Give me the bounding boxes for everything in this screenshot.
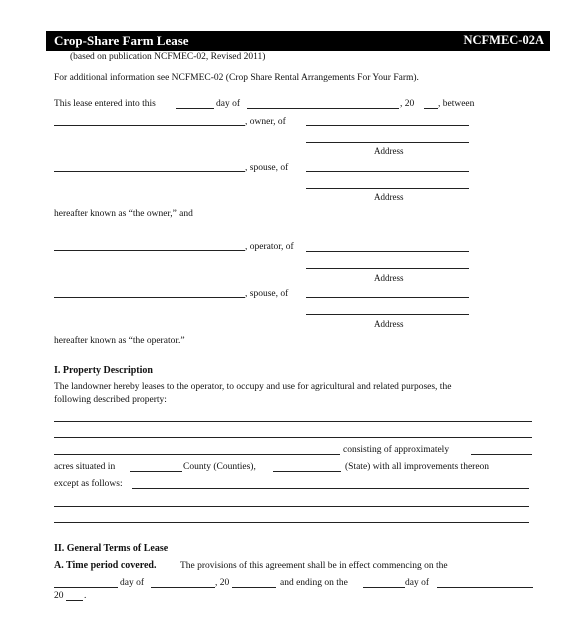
consisting-text: consisting of approximately [343,445,450,455]
start-year-field[interactable] [232,587,276,588]
owner-spouse-name-field[interactable] [54,171,245,172]
except-line-2[interactable] [54,506,529,507]
intro-text-3: , 20 [400,99,415,109]
day-field[interactable] [176,108,214,109]
operator-address-caption: Address [374,273,404,283]
operator-spouse-name-field[interactable] [54,297,245,298]
operator-known-text: hereafter known as “the operator.” [54,336,185,346]
owner-address-caption: Address [374,146,404,156]
owner-known-text: hereafter known as “the owner,” and [54,209,193,219]
owner-address-field-1[interactable] [306,125,469,126]
property-line-2[interactable] [54,437,532,438]
start-day-field[interactable] [54,587,118,588]
intro-text-4: , between [438,99,475,109]
state-field[interactable] [273,471,341,472]
property-line-1[interactable] [54,421,532,422]
operator-address-field-1[interactable] [306,251,469,252]
ending-text: and ending on the [280,578,348,588]
operator-spouse-address-field-1[interactable] [306,297,469,298]
except-text: except as follows: [54,479,123,489]
except-line-3[interactable] [54,522,529,523]
owner-name-field[interactable] [54,125,245,126]
owner-spouse-address-caption: Address [374,192,404,202]
year-field[interactable] [424,108,438,109]
state-text: (State) with all improvements thereon [345,462,490,472]
operator-label: , operator, of [245,242,294,252]
owner-address-field-2[interactable] [306,142,469,143]
month-field[interactable] [247,108,399,109]
owner-label: , owner, of [245,117,286,127]
section-1-text-1: The landowner hereby leases to the operator, to occupy and use for agricultural and related purposes, the [54,382,452,392]
end-year-field[interactable] [66,600,83,601]
operator-spouse-label: , spouse, of [245,289,289,299]
intro-text-2: day of [216,99,241,109]
twenty-text: , 20 [215,578,230,588]
except-field[interactable] [132,488,529,489]
acres-field[interactable] [471,454,532,455]
county-text: County (Counties), [183,462,256,472]
operator-address-field-2[interactable] [306,268,469,269]
day-of-text: day of [120,578,145,588]
end-period: . [84,591,87,601]
header-bar [46,31,550,51]
acres-text: acres situated in [54,462,116,472]
additional-info: For additional information see NCFMEC-02 (Crop Share Rental Arrangements For Your Farm). [54,73,419,83]
section-1-text-2: following described property: [54,395,167,405]
section-2-heading: II. General Terms of Lease [54,543,169,554]
operator-spouse-address-caption: Address [374,319,404,329]
county-field[interactable] [130,471,182,472]
intro-text-1: This lease entered into this [54,99,156,109]
document-code: NCFMEC-02A [463,33,544,47]
owner-spouse-label: , spouse, of [245,163,289,173]
time-period-text: The provisions of this agreement shall be in effect commencing on the [180,561,448,571]
document-title: Crop-Share Farm Lease [54,33,189,48]
owner-spouse-address-field-2[interactable] [306,188,469,189]
day-of-text-2: day of [405,578,430,588]
operator-name-field[interactable] [54,250,245,251]
section-1-heading: I. Property Description [54,365,153,376]
operator-spouse-address-field-2[interactable] [306,314,469,315]
twenty-text-2: 20 [54,591,64,601]
property-line-3[interactable] [54,454,340,455]
owner-spouse-address-field-1[interactable] [306,171,469,172]
start-month-field[interactable] [151,587,215,588]
end-day-field[interactable] [363,587,405,588]
time-period-label: A. Time period covered. [54,560,157,571]
subheader: (based on publication NCFMEC-02, Revised 2011) [70,52,266,62]
end-month-field[interactable] [437,587,533,588]
